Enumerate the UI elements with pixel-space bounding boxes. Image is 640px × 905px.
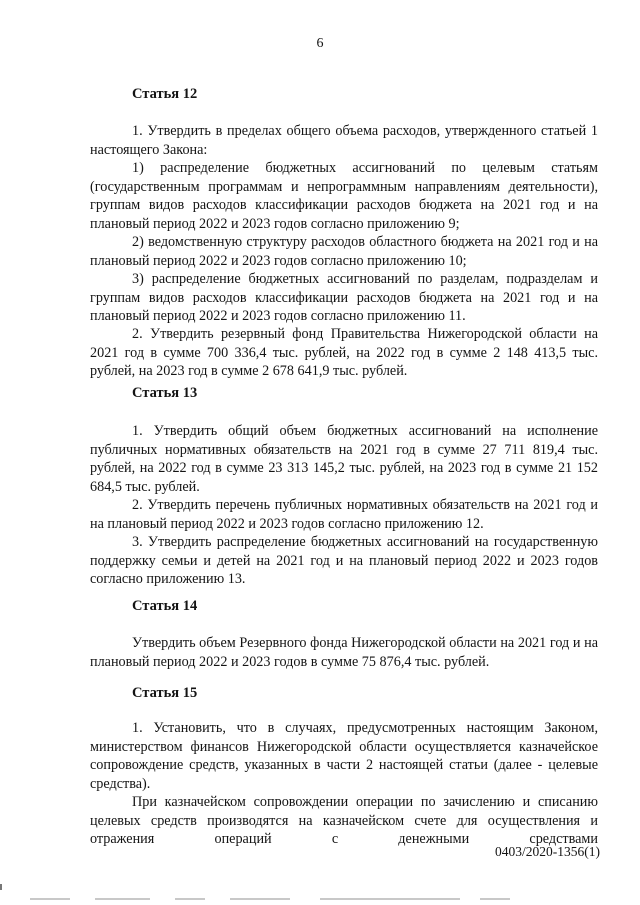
article-12-paragraph-2: 2. Утвердить резервный фонд Правительства Нижегородской области на 2021 год в сумме 700 336,4 тыс. рублей, на 2022 год в сумме 2 148 413,5 тыс. рублей, на 2023 год в сумме 2 678 641,9 тыс. рублей. [90, 326, 598, 379]
article-15-heading: Статья 15 [132, 685, 198, 701]
scan-artifact-strip [0, 890, 640, 905]
article-14-heading: Статья 14 [132, 598, 198, 614]
article-13-paragraph-1: 1. Утвердить общий объем бюджетных ассигнований на исполнение публичных нормативных обязательств на 2021 год в сумме 27 711 819,4 тыс. рублей, на 2022 год в сумме 23 313 145,2 тыс. рублей, на 2023 год в сумме 21 152 684,5 тыс. рублей. [90, 423, 598, 495]
article-12-paragraph-1: 1. Утвердить в пределах общего объема расходов, утвержденного статьей 1 настоящего Закона: [90, 123, 598, 158]
article-12-item-3: 3) распределение бюджетных ассигнований по разделам, подразделам и группам видов расходов классификации расходов бюджета на 2021 год и на плановый период 2022 и 2023 годов согласно приложению 11. [90, 271, 598, 324]
article-14-paragraph-1: Утвердить объем Резервного фонда Нижегородской области на 2021 год и на плановый период 2022 и 2023 годов в сумме 75 876,4 тыс. рублей. [90, 635, 598, 670]
article-15-paragraph-2: При казначейском сопровождении операции по зачислению и списанию целевых средств производятся на казначейском счете для осуществления и отражения операций с денежными средствами [90, 794, 598, 847]
page-number: 6 [316, 36, 324, 51]
article-12-item-2: 2) ведомственную структуру расходов областного бюджета на 2021 год и на плановый период 2022 и 2023 годов согласно приложению 10; [90, 234, 598, 269]
article-13-paragraph-2: 2. Утвердить перечень публичных нормативных обязательств на 2021 год и на плановый период 2022 и 2023 годов согласно приложению 12. [90, 497, 598, 532]
document-code: 0403/2020-1356(1) [495, 844, 600, 859]
article-12-heading: Статья 12 [132, 86, 198, 102]
article-12-item-1: 1) распределение бюджетных ассигнований по целевым статьям (государственным программам и непрограммным направлениям деятельности), группам видов расходов классификации расходов бюджета на 2021 год и на плановый период 2022 и 2023 годов согласно приложению 9; [90, 160, 598, 232]
article-13-paragraph-3: 3. Утвердить распределение бюджетных ассигнований на государственную поддержку семьи и детей на 2021 год и на плановый период 2022 и 2023 годов согласно приложению 13. [90, 534, 598, 587]
article-15-paragraph-1: 1. Установить, что в случаях, предусмотренных настоящим Законом, министерством финансов Нижегородской области осуществляется казначейское сопровождение средств, указанных в части 2 настоящей статьи (далее - целевые средства). [90, 720, 598, 792]
article-13-heading: Статья 13 [132, 385, 198, 401]
